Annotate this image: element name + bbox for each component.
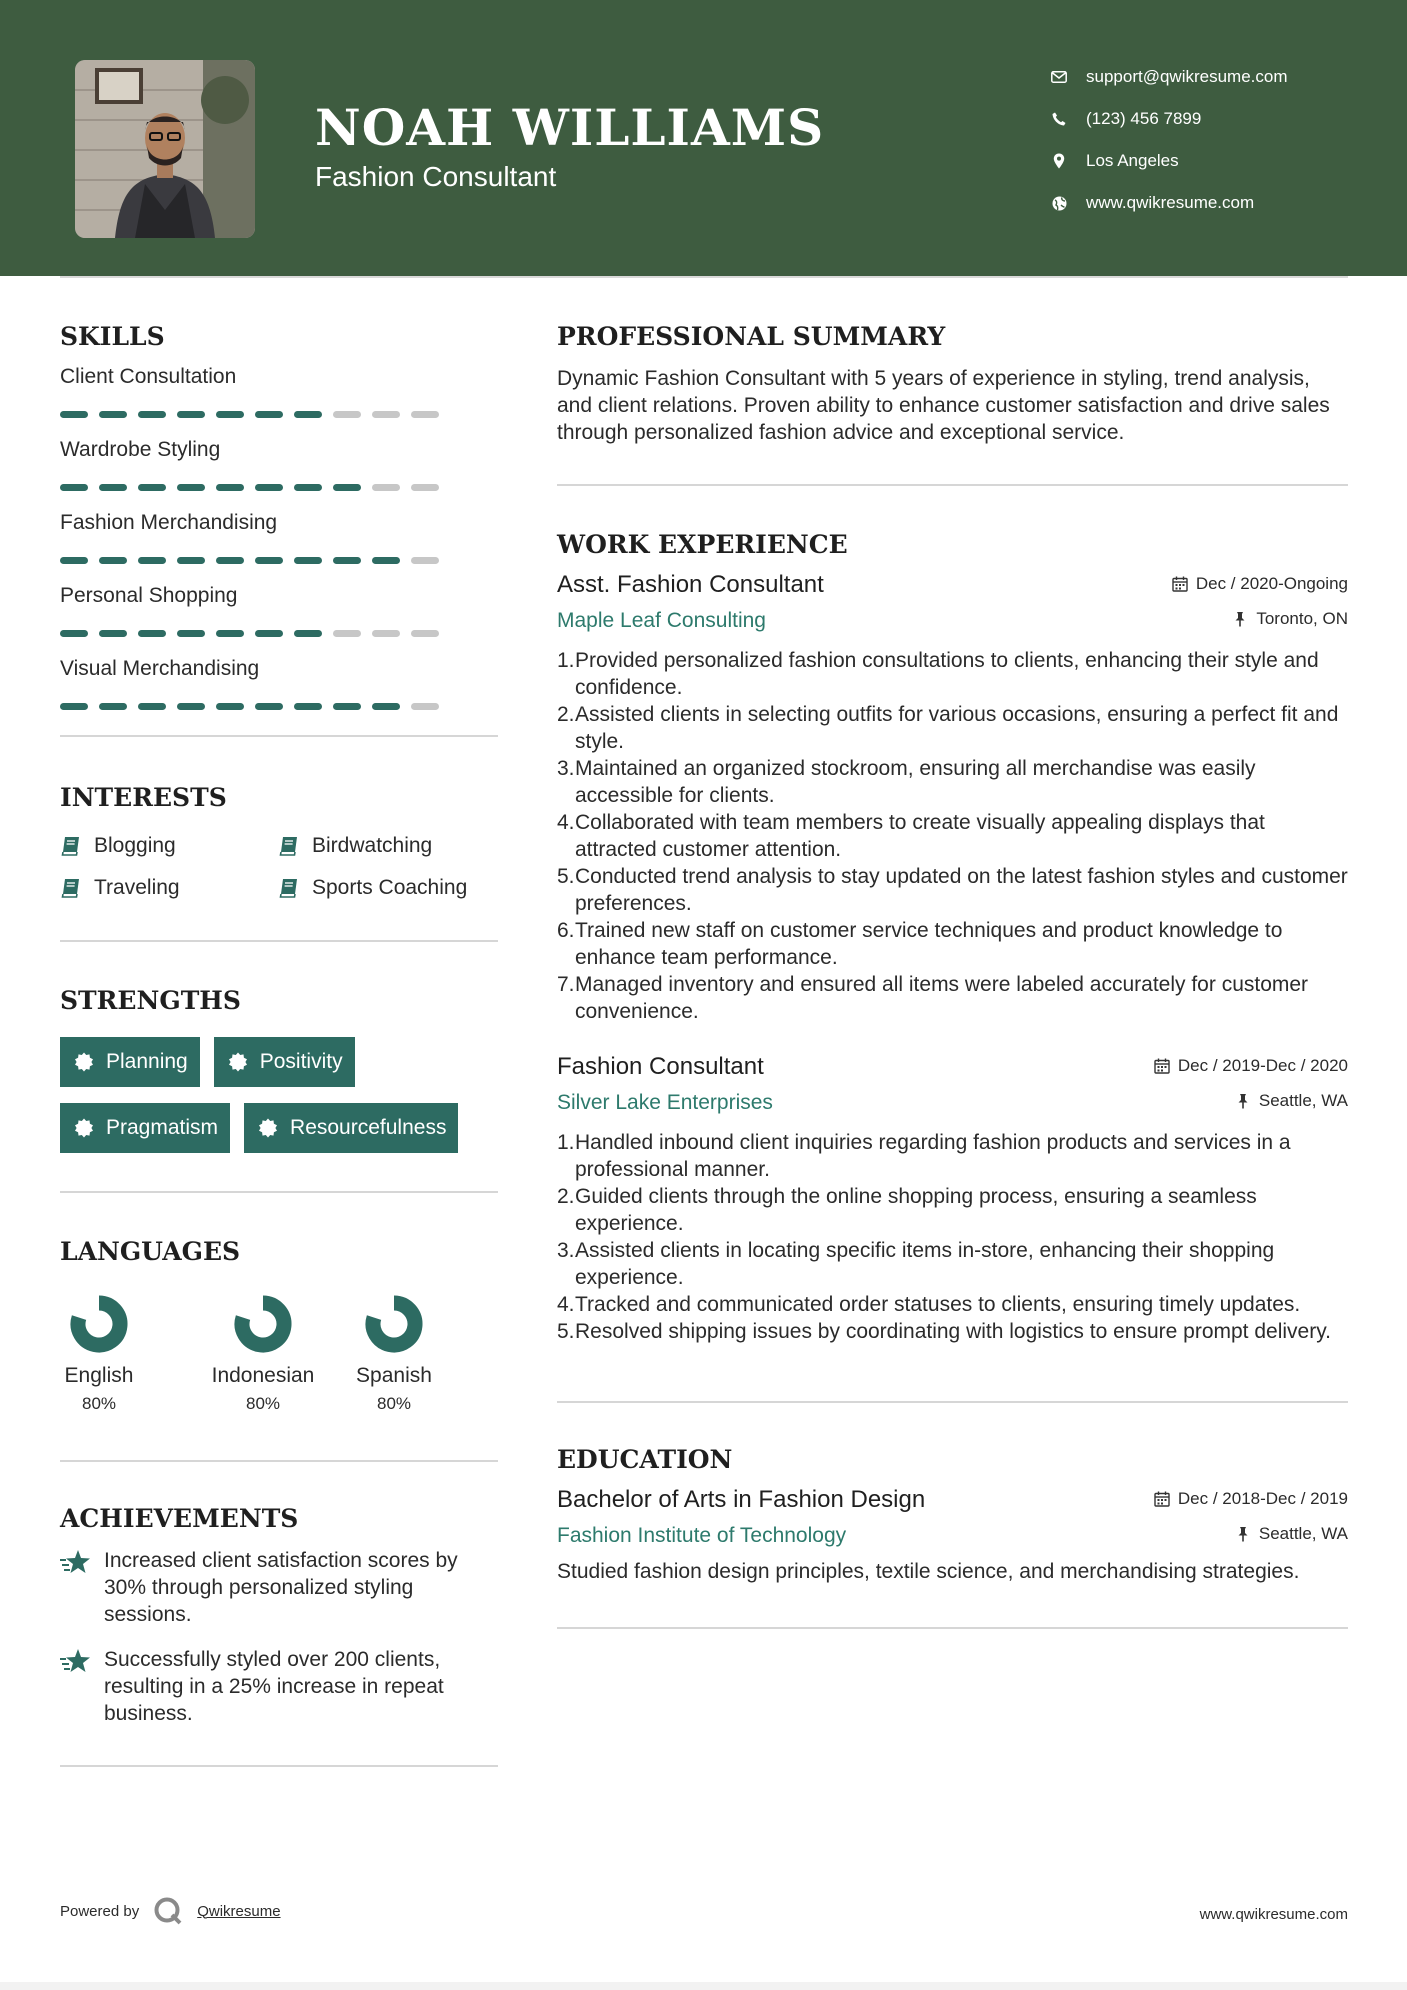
skill-dot-filled bbox=[216, 630, 244, 637]
skill-dot-filled bbox=[294, 630, 322, 637]
strength-tag bbox=[60, 1103, 230, 1153]
languages-title: LANGUAGES bbox=[60, 1237, 241, 1266]
skill-dot-filled bbox=[216, 703, 244, 710]
languages-list bbox=[60, 1294, 498, 1414]
language-name: Indonesian bbox=[211, 1364, 315, 1387]
job-duties bbox=[557, 1129, 1348, 1345]
skill-dot-filled bbox=[99, 484, 127, 491]
skill-dot-filled bbox=[255, 484, 283, 491]
job-title: Fashion Consultant bbox=[557, 1053, 764, 1080]
skill-dot-filled bbox=[60, 703, 88, 710]
language-item bbox=[350, 1294, 438, 1414]
skill-dot-filled bbox=[255, 703, 283, 710]
summary-title: PROFESSIONAL SUMMARY bbox=[557, 322, 946, 351]
skill-dot-empty bbox=[372, 484, 400, 491]
interest-label: Birdwatching bbox=[312, 834, 433, 857]
badge-icon bbox=[74, 1052, 94, 1072]
skill-dot-filled bbox=[99, 557, 127, 564]
footer-powered-by bbox=[60, 1896, 281, 1926]
skill-dot-filled bbox=[138, 703, 166, 710]
book-icon bbox=[60, 835, 82, 857]
page-bottom-bar bbox=[0, 1982, 1407, 1990]
contact-website[interactable] bbox=[1050, 182, 1288, 224]
skill-item bbox=[60, 438, 498, 491]
skill-rating bbox=[60, 630, 498, 637]
interest-item bbox=[60, 834, 278, 858]
skill-dot-empty bbox=[411, 411, 439, 418]
skill-dot-filled bbox=[138, 557, 166, 564]
skill-dot-filled bbox=[177, 484, 205, 491]
contact-location bbox=[1050, 140, 1288, 182]
book-icon bbox=[278, 835, 300, 857]
section-divider bbox=[60, 735, 498, 737]
skill-item bbox=[60, 657, 498, 710]
education-subheader bbox=[557, 1524, 1348, 1548]
skill-dot-empty bbox=[411, 484, 439, 491]
job-duty: 7.Managed inventory and ensured all items were labeled accurately for customer convenience. bbox=[557, 973, 1309, 1023]
job-date bbox=[1154, 1056, 1348, 1076]
job-title: Asst. Fashion Consultant bbox=[557, 571, 824, 598]
skill-name: Wardrobe Styling bbox=[60, 438, 221, 461]
footer-url[interactable]: www.qwikresume.com bbox=[1199, 1906, 1348, 1923]
summary-section bbox=[557, 322, 1348, 446]
job-duty: 3.Maintained an organized stockroom, ensuring all merchandise was easily accessible for clients. bbox=[557, 757, 1256, 807]
skill-dot-filled bbox=[99, 411, 127, 418]
skill-dot-filled bbox=[216, 557, 244, 564]
interest-item bbox=[278, 834, 498, 858]
interest-item bbox=[60, 876, 278, 900]
job-header bbox=[557, 1053, 1348, 1081]
envelope-icon bbox=[1050, 68, 1068, 86]
education-header bbox=[557, 1486, 1348, 1514]
skill-dot-filled bbox=[177, 411, 205, 418]
interest-item bbox=[278, 876, 498, 900]
badge-icon bbox=[228, 1052, 248, 1072]
job-duties bbox=[557, 647, 1348, 1025]
job-entry bbox=[557, 571, 1348, 1025]
interest-label: Traveling bbox=[94, 876, 180, 899]
skill-dot-empty bbox=[333, 630, 361, 637]
job-duty: 5.Conducted trend analysis to stay updated on the latest fashion styles and customer preferences. bbox=[557, 865, 1348, 915]
job-entry bbox=[557, 1053, 1348, 1345]
qwikresume-link[interactable]: Qwikresume bbox=[197, 1902, 281, 1920]
experience-title: WORK EXPERIENCE bbox=[557, 530, 848, 559]
language-percent: 80% bbox=[81, 1394, 117, 1413]
skill-dot-filled bbox=[294, 484, 322, 491]
star-icon bbox=[60, 1648, 92, 1674]
skills-title: SKILLS bbox=[60, 322, 165, 351]
skill-dot-filled bbox=[294, 703, 322, 710]
job-date bbox=[1172, 574, 1348, 594]
job-duty: 1.Provided personalized fashion consultations to clients, enhancing their style and confidence. bbox=[557, 649, 1319, 699]
education-title: EDUCATION bbox=[557, 1445, 733, 1474]
strengths-title: STRENGTHS bbox=[60, 986, 241, 1015]
contact-website-text: www.qwikresume.com bbox=[1086, 193, 1255, 212]
interests-list bbox=[60, 834, 498, 900]
languages-section bbox=[60, 1237, 498, 1414]
skill-dot-empty bbox=[372, 411, 400, 418]
skill-item bbox=[60, 511, 498, 564]
section-divider bbox=[60, 940, 498, 942]
skill-dot-filled bbox=[60, 484, 88, 491]
job-duty: 2.Guided clients through the online shopping process, ensuring a seamless experience. bbox=[557, 1185, 1257, 1235]
skill-dot-empty bbox=[411, 630, 439, 637]
job-date-text: Dec / 2019-Dec / 2020 bbox=[1177, 1056, 1348, 1075]
skill-rating bbox=[60, 411, 498, 418]
skills-list bbox=[60, 365, 498, 710]
achievement-item bbox=[60, 1646, 498, 1727]
job-duty: 6.Trained new staff on customer service techniques and product knowledge to enhance team performance. bbox=[557, 919, 1283, 969]
job-company: Silver Lake Enterprises bbox=[557, 1091, 773, 1114]
skill-rating bbox=[60, 484, 498, 491]
skill-dot-filled bbox=[333, 557, 361, 564]
education-location bbox=[1235, 1524, 1348, 1544]
interests-title: INTERESTS bbox=[60, 783, 227, 812]
section-divider bbox=[557, 1401, 1348, 1403]
qwikresume-logo-icon bbox=[153, 1896, 183, 1926]
achievements-title: ACHIEVEMENTS bbox=[60, 1504, 299, 1533]
skill-dot-filled bbox=[138, 630, 166, 637]
right-column bbox=[557, 322, 1348, 1629]
experience-section bbox=[557, 530, 1348, 1345]
skills-section bbox=[60, 322, 498, 710]
section-divider bbox=[60, 1765, 498, 1767]
skill-dot-filled bbox=[99, 630, 127, 637]
language-progress-arc bbox=[373, 1303, 415, 1345]
skill-dot-empty bbox=[411, 703, 439, 710]
education-location-text: Seattle, WA bbox=[1258, 1524, 1348, 1543]
header-divider bbox=[60, 276, 1348, 278]
skill-dot-filled bbox=[60, 630, 88, 637]
skill-dot-filled bbox=[177, 630, 205, 637]
achievement-item bbox=[60, 1547, 498, 1628]
job-location bbox=[1232, 609, 1348, 629]
job-date-text: Dec / 2020-Ongoing bbox=[1195, 574, 1348, 593]
achievement-text: Increased client satisfaction scores by 30% through personalized styling sessions. bbox=[104, 1549, 458, 1626]
job-company: Maple Leaf Consulting bbox=[557, 609, 766, 632]
strength-label: Positivity bbox=[259, 1050, 343, 1073]
skill-dot-filled bbox=[255, 630, 283, 637]
skill-dot-empty bbox=[372, 630, 400, 637]
language-name: Spanish bbox=[356, 1364, 432, 1387]
language-progress-arc bbox=[78, 1303, 120, 1345]
contact-phone-text: (123) 456 7899 bbox=[1086, 109, 1202, 128]
calendar-icon bbox=[1154, 1058, 1170, 1074]
skill-dot-filled bbox=[99, 703, 127, 710]
education-date-text: Dec / 2018-Dec / 2019 bbox=[1177, 1489, 1348, 1508]
strength-label: Pragmatism bbox=[106, 1116, 219, 1139]
language-percent: 80% bbox=[245, 1394, 281, 1413]
profile-photo bbox=[75, 60, 255, 238]
job-location-text: Seattle, WA bbox=[1258, 1091, 1348, 1110]
badge-icon bbox=[258, 1118, 278, 1138]
skill-item bbox=[60, 584, 498, 637]
language-progress-ring bbox=[69, 1294, 129, 1354]
job-duty: 5.Resolved shipping issues by coordinating with logistics to ensure prompt delivery. bbox=[557, 1320, 1331, 1343]
pushpin-icon bbox=[1235, 1526, 1251, 1542]
resume-header bbox=[0, 0, 1407, 276]
interest-label: Blogging bbox=[94, 834, 176, 857]
skill-dot-filled bbox=[60, 411, 88, 418]
language-percent: 80% bbox=[376, 1394, 412, 1413]
job-duty: 4.Collaborated with team members to create visually appealing displays that attracted customer attention. bbox=[557, 811, 1265, 861]
achievement-text: Successfully styled over 200 clients, resulting in a 25% increase in repeat business. bbox=[104, 1648, 444, 1725]
contact-location-text: Los Angeles bbox=[1086, 151, 1179, 170]
skill-dot-filled bbox=[138, 411, 166, 418]
strengths-list bbox=[60, 1037, 498, 1153]
skill-dot-empty bbox=[333, 411, 361, 418]
pushpin-icon bbox=[1232, 611, 1248, 627]
job-location bbox=[1235, 1091, 1348, 1111]
strength-tag bbox=[60, 1037, 200, 1087]
language-name: English bbox=[64, 1364, 134, 1387]
skill-dot-filled bbox=[333, 703, 361, 710]
skill-dot-filled bbox=[372, 557, 400, 564]
section-divider bbox=[60, 1191, 498, 1193]
education-degree: Bachelor of Arts in Fashion Design bbox=[557, 1486, 926, 1513]
calendar-icon bbox=[1172, 576, 1188, 592]
skill-rating bbox=[60, 557, 498, 564]
education-date bbox=[1154, 1489, 1348, 1509]
language-item bbox=[204, 1294, 322, 1414]
job-location-text: Toronto, ON bbox=[1256, 609, 1348, 628]
skill-name: Visual Merchandising bbox=[60, 657, 260, 680]
language-progress-arc bbox=[242, 1303, 284, 1345]
job-duty: 3.Assisted clients in locating specific items in-store, enhancing their shopping experience. bbox=[557, 1239, 1275, 1289]
job-duty: 1.Handled inbound client inquiries regarding fashion products and services in a professional manner. bbox=[557, 1131, 1291, 1181]
job-header bbox=[557, 571, 1348, 599]
skill-dot-filled bbox=[294, 557, 322, 564]
interest-label: Sports Coaching bbox=[312, 876, 468, 899]
section-divider bbox=[60, 1460, 498, 1462]
skill-name: Fashion Merchandising bbox=[60, 511, 278, 534]
summary-text: Dynamic Fashion Consultant with 5 years of experience in styling, trend analysis, and client relations. Proven ability to enhance customer satisfaction and drive sales through personalized fashion advice and exceptional service. bbox=[557, 367, 1330, 444]
pushpin-icon bbox=[1235, 1093, 1251, 1109]
section-divider bbox=[557, 1627, 1348, 1629]
achievements-section bbox=[60, 1504, 498, 1727]
skill-dot-empty bbox=[411, 557, 439, 564]
skill-dot-filled bbox=[177, 703, 205, 710]
skill-dot-filled bbox=[255, 411, 283, 418]
strengths-section bbox=[60, 986, 498, 1153]
skill-dot-filled bbox=[216, 484, 244, 491]
contact-list bbox=[1050, 56, 1288, 224]
skill-name: Client Consultation bbox=[60, 365, 237, 388]
phone-icon bbox=[1050, 110, 1068, 128]
map-pin-icon bbox=[1050, 152, 1068, 170]
interests-section bbox=[60, 783, 498, 900]
contact-email[interactable] bbox=[1050, 56, 1288, 98]
job-subheader bbox=[557, 1091, 1348, 1115]
job-subheader bbox=[557, 609, 1348, 633]
skill-item bbox=[60, 365, 498, 418]
skill-rating bbox=[60, 703, 498, 710]
star-icon bbox=[60, 1549, 92, 1575]
contact-email-text: support@qwikresume.com bbox=[1086, 67, 1288, 86]
left-column bbox=[60, 322, 498, 1767]
book-icon bbox=[60, 877, 82, 899]
strength-label: Planning bbox=[106, 1050, 188, 1073]
calendar-icon bbox=[1154, 1491, 1170, 1507]
language-progress-ring bbox=[233, 1294, 293, 1354]
candidate-name: NOAH WILLIAMS bbox=[315, 98, 825, 157]
strength-tag bbox=[214, 1037, 355, 1087]
candidate-role: Fashion Consultant bbox=[315, 161, 557, 192]
skill-dot-filled bbox=[294, 411, 322, 418]
language-progress-ring bbox=[364, 1294, 424, 1354]
skill-dot-filled bbox=[138, 484, 166, 491]
globe-icon bbox=[1050, 194, 1068, 212]
skill-dot-filled bbox=[372, 703, 400, 710]
powered-by-label: Powered by bbox=[60, 1902, 140, 1920]
education-description: Studied fashion design principles, textile science, and merchandising strategies. bbox=[557, 1560, 1300, 1583]
skill-dot-filled bbox=[255, 557, 283, 564]
job-duty: 4.Tracked and communicated order statuses to clients, ensuring timely updates. bbox=[557, 1293, 1301, 1316]
strength-tag bbox=[244, 1103, 458, 1153]
book-icon bbox=[278, 877, 300, 899]
badge-icon bbox=[74, 1118, 94, 1138]
strength-label: Resourcefulness bbox=[290, 1116, 447, 1139]
job-duty: 2.Assisted clients in selecting outfits for various occasions, ensuring a perfect fit and style. bbox=[557, 703, 1339, 753]
skill-dot-filled bbox=[177, 557, 205, 564]
education-section bbox=[557, 1445, 1348, 1585]
section-divider bbox=[557, 484, 1348, 486]
skill-dot-filled bbox=[60, 557, 88, 564]
contact-phone[interactable] bbox=[1050, 98, 1288, 140]
skill-dot-filled bbox=[216, 411, 244, 418]
education-school: Fashion Institute of Technology bbox=[557, 1524, 847, 1547]
skill-dot-filled bbox=[333, 484, 361, 491]
language-item bbox=[60, 1294, 138, 1414]
skill-name: Personal Shopping bbox=[60, 584, 238, 607]
